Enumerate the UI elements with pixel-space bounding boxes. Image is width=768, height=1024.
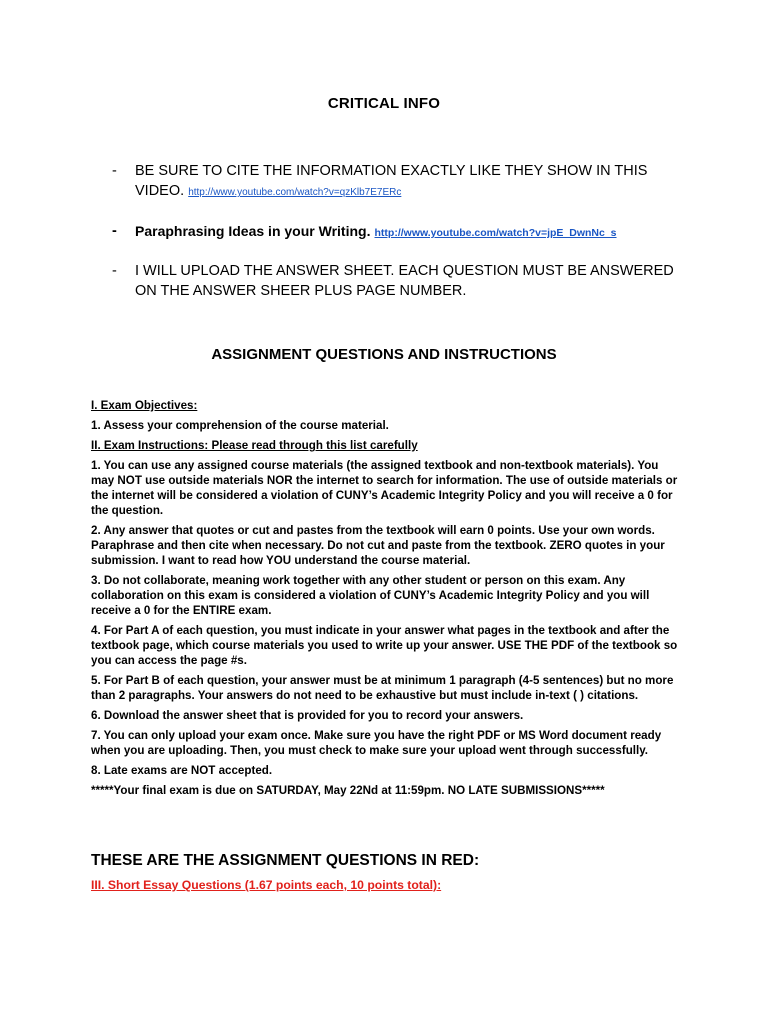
- bullet-dash: -: [112, 223, 117, 239]
- instruction-item-7: 7. You can only upload your exam once. Make sure you have the right PDF or MS Word document ready when you are uploading. Then, you must check to make sure your upload went through successfully.: [91, 729, 662, 757]
- youtube-link-paraphrasing[interactable]: http://www.youtube.com/watch?v=jpE_DwnNc_s: [374, 227, 617, 239]
- instruction-item-6: 6. Download the answer sheet that is provided for you to record your answers.: [91, 709, 524, 722]
- section-title: ASSIGNMENT QUESTIONS AND INSTRUCTIONS: [211, 346, 557, 363]
- bullet-dash: -: [112, 163, 117, 179]
- bullet-dash: -: [112, 263, 117, 279]
- page-title: CRITICAL INFO: [327, 95, 441, 112]
- objective-item: 1. Assess your comprehension of the course material.: [91, 419, 389, 432]
- instruction-item-4: 4. For Part A of each question, you must indicate in your answer what pages in the textbook and after the textbook page, which course materials you used to write up your answer. USE THE PDF of the textbook so you can access the page #s.: [91, 624, 678, 667]
- bullet-text: [135, 161, 695, 203]
- instructions-body: [91, 398, 681, 803]
- questions-intro-heading: THESE ARE THE ASSIGNMENT QUESTIONS IN RED:: [91, 852, 480, 869]
- bullet-text-content: BE SURE TO CITE THE INFORMATION EXACTLY LIKE THEY SHOW IN THIS VIDEO.: [135, 163, 648, 199]
- bullet-text: [135, 221, 695, 243]
- short-essay-heading: III. Short Essay Questions (1.67 points each, 10 points total):: [91, 878, 442, 892]
- bullet-text: [135, 261, 695, 301]
- instructions-heading: II. Exam Instructions: Please read through this list carefully: [91, 439, 418, 452]
- instruction-item-1: 1. You can use any assigned course materials (the assigned textbook and non-textbook materials). You may NOT use outside materials NOR the internet to search for information. The use of outside materials or the internet will be considered a violation of CUNY’s Academic Integrity Policy and you will receive a 0 for the question.: [91, 459, 678, 517]
- instruction-item-8: 8. Late exams are NOT accepted.: [91, 764, 273, 777]
- instruction-item-3: 3. Do not collaborate, meaning work together with any other student or person on this exam. Any collaboration on this exam is considered a violation of CUNY’s Academic Integrity Policy and you will receive a 0 for the ENTIRE exam.: [91, 574, 650, 617]
- due-date-note: *****Your final exam is due on SATURDAY, May 22Nd at 11:59pm. NO LATE SUBMISSIONS*****: [91, 784, 605, 797]
- youtube-link-citation[interactable]: http://www.youtube.com/watch?v=qzKlb7E7ERc: [188, 187, 402, 198]
- instruction-item-2: 2. Any answer that quotes or cut and pastes from the textbook will earn 0 points. Use your own words. Paraphrase and then cite when necessary. Do not cut and paste from the textbook. ZERO quotes in your submission. I want to read how YOU understand the course material.: [91, 524, 665, 567]
- objectives-heading: I. Exam Objectives:: [91, 399, 198, 412]
- bullet-text-content: I WILL UPLOAD THE ANSWER SHEET. EACH QUESTION MUST BE ANSWERED ON THE ANSWER SHEER PLUS PAGE NUMBER.: [135, 263, 674, 299]
- bullet-text-content: Paraphrasing Ideas in your Writing.: [135, 223, 371, 239]
- instruction-item-5: 5. For Part B of each question, your answer must be at minimum 1 paragraph (4-5 sentences) but no more than 2 paragraphs. Your answers do not need to be exhaustive but must include in-text ( ) citations.: [91, 674, 674, 702]
